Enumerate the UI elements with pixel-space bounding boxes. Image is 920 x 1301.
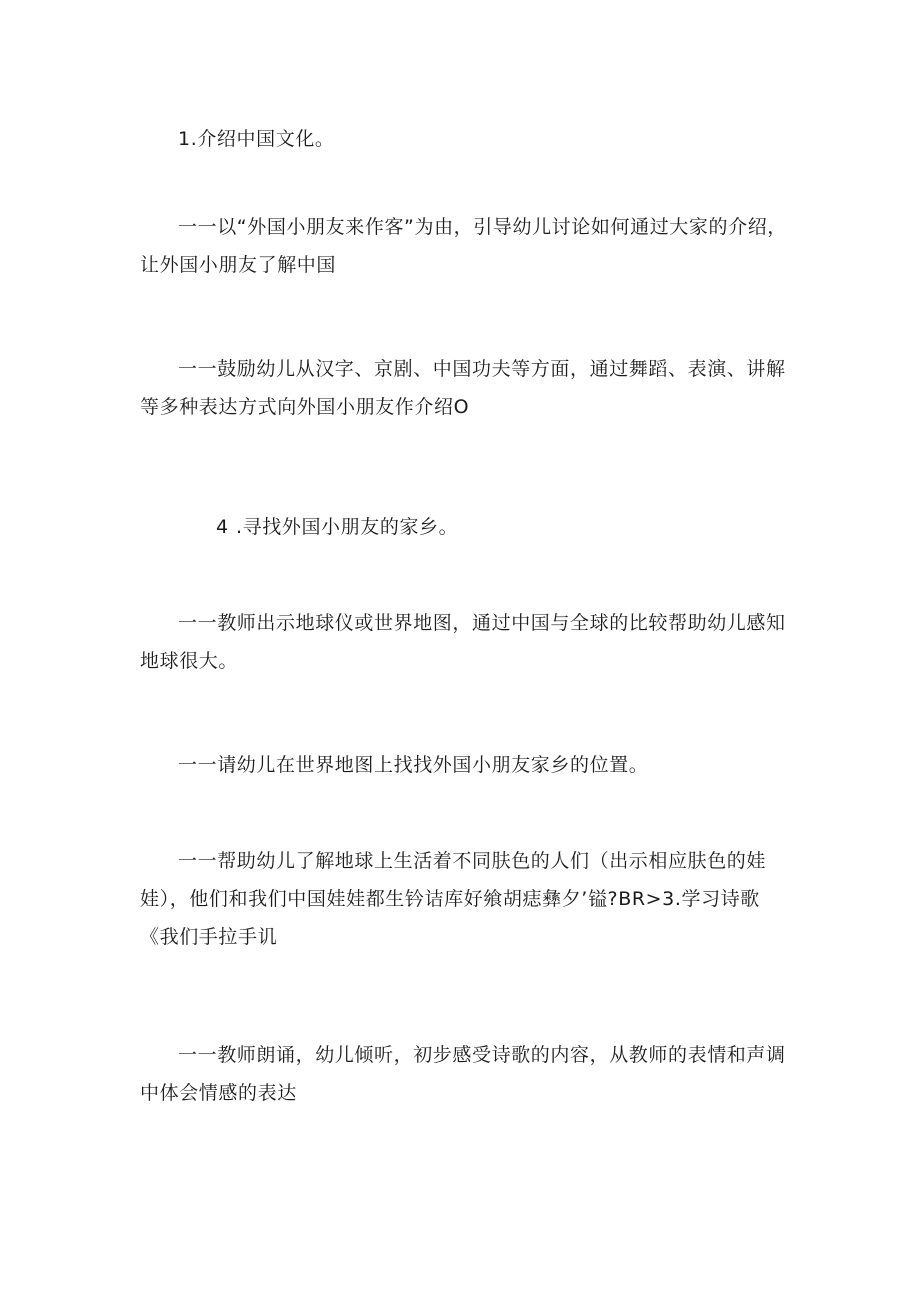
section-heading-text: .寻找外国小朋友的家乡。 (236, 516, 459, 538)
paragraph-skin-colors: 一一帮助幼儿了解地球上生活着不同肤色的人们（出示相应肤色的娃娃），他们和我们中国娃娃都生钤诘库好飨胡痣彝夕’镒?BR>3.学习诗歌《我们手拉手讥 (140, 850, 767, 948)
paragraph-globe-map: 一一教师出示地球仪或世界地图，通过中国与全球的比较帮助幼儿感知地球很大。 (140, 612, 786, 672)
section-heading-1: 1.介绍中国文化。 (178, 128, 335, 150)
paragraph-encourage-intro: 一一鼓励幼儿从汉字、京剧、中国功夫等方面，通过舞蹈、表演、讲解等多种表达方式向外国小朋友作介绍O (140, 358, 786, 418)
paragraph-teacher-recite: 一一教师朗诵，幼儿倾听，初步感受诗歌的内容，从教师的表情和声调中体会情感的表达 (140, 1044, 786, 1104)
section-heading-4 (140, 508, 790, 546)
paragraph-invite-guests: 一一以“外国小朋友来作客”为由，引导幼儿讨论如何通过大家的介绍，让外国小朋友了解中国 (140, 216, 787, 276)
section-heading-number: 4 (216, 516, 229, 538)
paragraph-find-hometown: 一一请幼儿在世界地图上找找外国小朋友家乡的位置。 (178, 754, 649, 776)
